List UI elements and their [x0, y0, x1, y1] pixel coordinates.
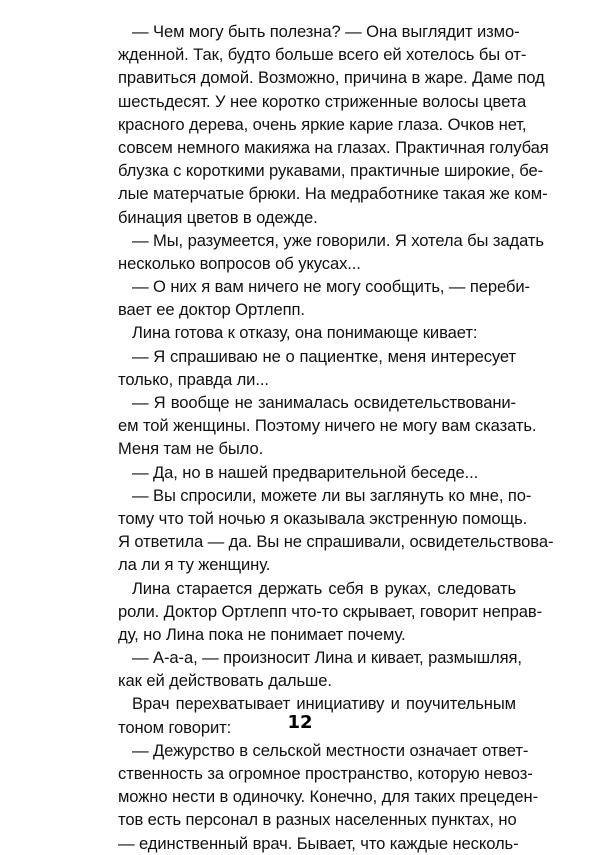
text-line: — Я вообще не занималась освидетельствовани- — [132, 393, 516, 412]
text-line: — Мы, разумеется, уже говорили. Я хотела бы задать — [132, 230, 544, 250]
text-line: жденной. Так, будто больше всего ей хотелось бы от- — [118, 45, 527, 65]
text-line: вает ее доктор Ортлепп. — [118, 300, 305, 320]
text-line: блузка с короткими рукавами, практичные широкие, бе- — [118, 161, 544, 181]
text-line: только, правда ли... — [118, 369, 269, 389]
text-line: ла ли я ту женщину. — [118, 555, 271, 575]
text-line: Врач перехватывает инициативу и поучительным — [132, 694, 516, 714]
text-line: несколько вопросов об укусах... — [118, 253, 361, 273]
text-line: Лина готова к отказу, она понимающе кивает: — [132, 323, 478, 343]
text-line: шестьдесят. У нее коротко стриженные волосы цвета — [118, 91, 527, 111]
text-line: — А-а-а, — произносит Лина и кивает, размышляя, — [132, 648, 522, 668]
text-line: ду, но Лина пока не понимает почему. — [118, 624, 406, 644]
text-line: — единственный врач. Бывает, что каждые несколь- — [118, 833, 519, 853]
text-line: — Чем могу быть полезна? — Она выглядит измо- — [132, 22, 520, 41]
text-line: лые матерчатые брюки. На медработнике такая же ком- — [118, 184, 548, 204]
text-line: можно нести в одиночку. Конечно, для таких прецеден- — [118, 787, 538, 807]
text-line: совсем немного макияжа на глазах. Практичная голубая — [118, 137, 549, 157]
text-line: — Вы спросили, можете ли вы заглянуть ко мне, по- — [132, 485, 532, 505]
text-line: тому что той ночью я оказывала экстренную помощь. — [118, 508, 528, 528]
text-line: Я ответила — да. Вы не спрашивали, освидетельствова- — [118, 532, 554, 552]
text-line: — О них я вам ничего не могу сообщить, — переби- — [132, 277, 530, 297]
text-line: красного дерева, очень яркие карие глаза. Очков нет, — [118, 114, 527, 134]
text-line: ем той женщины. Поэтому ничего не могу вам сказать. — [118, 416, 537, 436]
text-line: как ей действовать дальше. — [118, 671, 332, 691]
text-line: роли. Доктор Ортлепп что-то скрывает, говорит неправ- — [118, 601, 542, 621]
page-number: 12 — [287, 712, 313, 733]
text-line: — Я спрашиваю не о пациентке, меня интересует — [132, 346, 516, 366]
text-line: ственность за огромное пространство, которую невоз- — [118, 764, 533, 783]
text-line: Лина старается держать себя в руках, следовать — [132, 578, 516, 598]
text-line: Меня там не было. — [118, 439, 264, 459]
text-line: правиться домой. Возможно, причина в жаре. Даме под — [118, 68, 545, 88]
text-line: тоном говорит: — [118, 717, 232, 737]
text-line: — Да, но в нашей предварительной беседе... — [132, 462, 479, 482]
text-line: тов есть персонал в разных населенных пунктах, но — [118, 810, 517, 830]
text-line: бинация цветов в одежде. — [118, 207, 318, 227]
text-line: — Дежурство в сельской местности означает ответ- — [132, 740, 529, 760]
